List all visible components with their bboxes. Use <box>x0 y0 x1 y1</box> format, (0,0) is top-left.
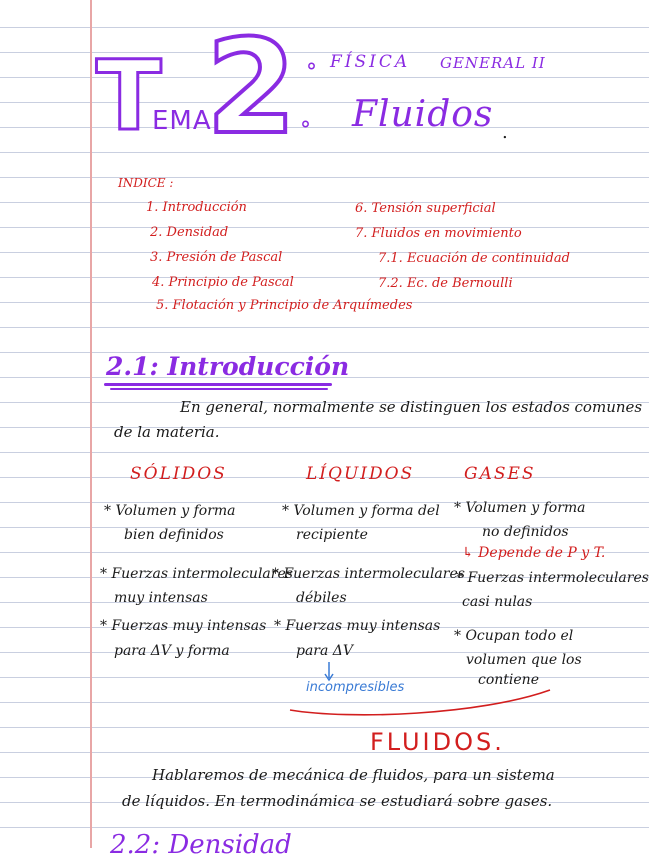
heading-liquidos: LÍQUIDOS <box>306 464 415 484</box>
liquidos-item: débiles <box>296 590 347 606</box>
index-item: 3. Presión de Pascal <box>150 250 283 265</box>
title-letter-t: T <box>96 40 162 152</box>
solidos-item: muy intensas <box>114 590 208 606</box>
heading-gases: GASES <box>464 464 536 484</box>
index-item: 6. Tensión superficial <box>355 201 496 216</box>
fluidos-heading: FLUIDOS. <box>370 728 505 756</box>
gases-item: volumen que los <box>466 652 582 668</box>
title-underline-2 <box>110 388 328 390</box>
title-degree-mark: ° <box>306 60 317 85</box>
course-general: GENERAL II <box>440 54 546 72</box>
index-item: 1. Introducción <box>146 200 247 215</box>
index-label: INDICE : <box>118 176 174 190</box>
subject-dot: . <box>502 122 508 143</box>
liquidos-item: para ΔV <box>296 643 354 659</box>
solidos-item: * Fuerzas muy intensas <box>100 618 267 634</box>
index-item: 5. Flotación y Principio de Arquímedes <box>156 298 413 313</box>
title-number: 2 <box>206 11 297 163</box>
course-fisica: FÍSICA <box>330 52 411 72</box>
intro-text: En general, normalmente se distinguen los estados comunes <box>180 398 643 416</box>
index-item: 7.1. Ecuación de continuidad <box>378 251 570 266</box>
index-item: 2. Densidad <box>150 225 229 240</box>
gases-item: no definidos <box>482 524 569 540</box>
separator-curve <box>280 680 560 730</box>
section-title: 2.1: Introducción <box>106 352 350 381</box>
heading-solidos: SÓLIDOS <box>130 464 227 484</box>
gases-item: casi nulas <box>462 594 533 610</box>
solidos-item: * Volumen y forma <box>104 503 236 519</box>
index-item: 7. Fluidos en movimiento <box>355 226 522 241</box>
next-section-title: 2.2: Densidad <box>110 830 292 860</box>
index-item: 4. Principio de Pascal <box>152 275 294 290</box>
liquidos-item: * Volumen y forma del <box>282 503 440 519</box>
note-incompresibles: incompresibles <box>306 680 405 695</box>
gases-item: ↳ Depende de P y T. <box>462 545 606 561</box>
title-degree-mark-2: ° <box>300 118 311 143</box>
solidos-item: bien definidos <box>124 527 224 543</box>
liquidos-item: * Fuerzas intermoleculares <box>272 566 465 582</box>
intro-text: de la materia. <box>114 423 220 441</box>
fluidos-text: de líquidos. En termodinámica se estudiará sobre gases. <box>122 792 553 810</box>
gases-item: * Fuerzas intermoleculares <box>456 570 649 586</box>
title-underline <box>104 383 332 386</box>
gases-item: contiene <box>478 672 539 688</box>
solidos-item: * Fuerzas intermoleculares <box>100 566 293 582</box>
title-letters-ema: EMA <box>152 106 212 136</box>
margin-line <box>90 0 92 848</box>
liquidos-item: recipiente <box>296 527 368 543</box>
gases-item: * Volumen y forma <box>454 500 586 516</box>
liquidos-item: * Fuerzas muy intensas <box>274 618 441 634</box>
solidos-item: para ΔV y forma <box>114 643 230 659</box>
fluidos-text: Hablaremos de mecánica de fluidos, para un sistema <box>152 766 555 784</box>
index-item: 7.2. Ec. de Bernoulli <box>378 276 513 291</box>
subject-title: Fluidos <box>352 94 494 135</box>
gases-item: * Ocupan todo el <box>454 628 574 644</box>
